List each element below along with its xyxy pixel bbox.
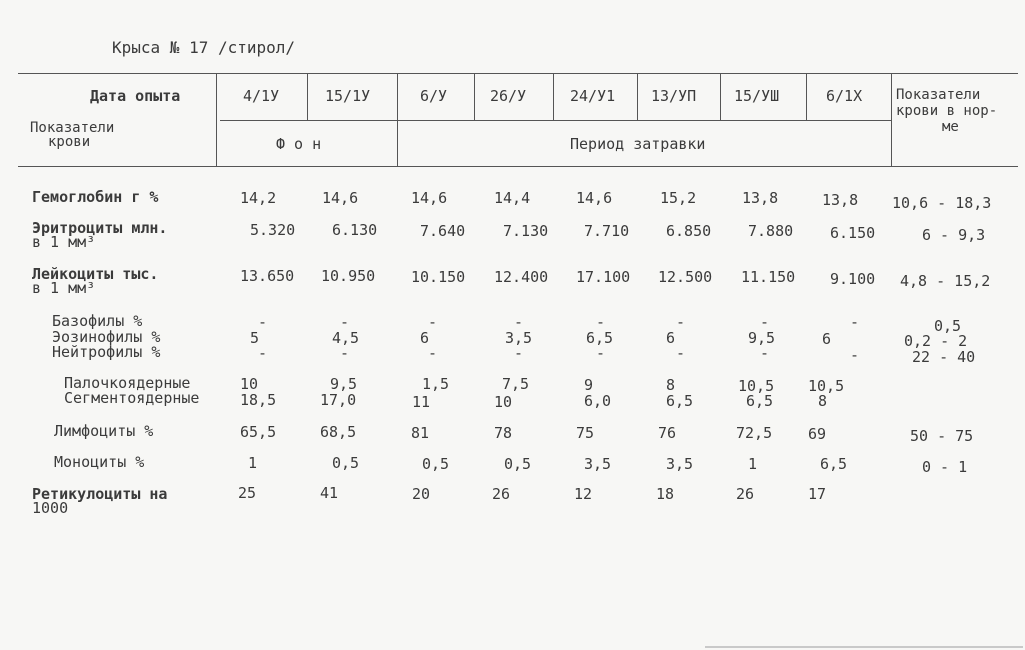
- value-cell: 17.100: [576, 268, 631, 286]
- value-cell: 6.150: [830, 224, 876, 242]
- value-cell: 8: [818, 392, 828, 410]
- value-cell: 10.950: [321, 267, 376, 285]
- value-cell: 9,5: [330, 375, 358, 393]
- date-header: Дата опыта: [90, 87, 181, 105]
- value-cell: 1: [748, 455, 758, 473]
- value-cell: 12.400: [494, 268, 549, 286]
- col-separator: [216, 74, 217, 166]
- value-cell: 8: [666, 376, 676, 394]
- norm-cell: 0,2 - 2: [904, 332, 968, 350]
- value-cell: 78: [494, 424, 513, 442]
- phase-background-label: Ф о н: [276, 135, 322, 153]
- value-cell: 26: [736, 485, 755, 503]
- value-cell: 11.150: [741, 268, 796, 286]
- value-cell: -: [340, 313, 350, 331]
- document-title: Крыса № 17 /стирол/: [112, 38, 296, 57]
- col-separator: [307, 74, 308, 120]
- row-label-eosinophils: Эозинофилы %: [52, 328, 161, 346]
- value-cell: 6,0: [584, 392, 612, 410]
- value-cell: 9,5: [748, 329, 776, 347]
- row-label-erythrocytes-unit: в 1 мм³: [32, 233, 96, 251]
- value-cell: 69: [808, 425, 827, 443]
- value-cell: 41: [320, 484, 339, 502]
- row-label-reticulocytes: Ретикулоциты на: [32, 485, 168, 503]
- value-cell: 5: [250, 329, 260, 347]
- value-cell: 14,6: [322, 189, 359, 207]
- value-cell: 6,5: [586, 329, 614, 347]
- col-separator: [806, 74, 807, 120]
- value-cell: -: [850, 346, 860, 364]
- value-cell: -: [596, 344, 606, 362]
- value-cell: -: [514, 313, 524, 331]
- value-cell: 17: [808, 485, 827, 503]
- header-divider-rule: [220, 120, 892, 121]
- row-label-neutrophils: Нейтрофилы %: [52, 343, 161, 361]
- norm-cell: 6 - 9,3: [922, 226, 986, 244]
- value-cell: -: [340, 344, 350, 362]
- norm-cell: 10,6 - 18,3: [892, 194, 992, 212]
- value-cell: 7.130: [503, 222, 549, 240]
- row-label-leukocytes: Лейкоциты тыс.: [32, 265, 159, 283]
- value-cell: -: [760, 313, 770, 331]
- norm-cell: 50 - 75: [910, 427, 974, 445]
- value-cell: 4,5: [332, 329, 360, 347]
- indicators-header: крови: [48, 134, 91, 150]
- phase-priming-label: Период затравки: [570, 135, 706, 153]
- value-cell: 13.650: [240, 267, 295, 285]
- value-cell: 81: [411, 424, 430, 442]
- value-cell: 15,2: [660, 189, 697, 207]
- value-cell: 14,4: [494, 189, 531, 207]
- value-cell: 3,5: [584, 455, 612, 473]
- date-cell: 6/1Х: [826, 87, 863, 105]
- value-cell: 7.880: [748, 222, 794, 240]
- norm-cell: 22 - 40: [912, 348, 976, 366]
- row-label-basophils: Базофилы %: [52, 312, 143, 330]
- norm-cell: 4,8 - 15,2: [900, 272, 991, 290]
- value-cell: 0,5: [332, 454, 360, 472]
- value-cell: -: [514, 344, 524, 362]
- date-cell: 13/УП: [651, 87, 697, 105]
- norm-header: Показатели: [896, 87, 981, 103]
- norm-cell: 0,5: [934, 317, 962, 335]
- row-label-reticulocytes-unit: 1000: [32, 499, 69, 517]
- value-cell: 14,6: [576, 189, 613, 207]
- col-separator: [891, 74, 892, 166]
- value-cell: 3,5: [666, 455, 694, 473]
- value-cell: 9.100: [830, 270, 876, 288]
- value-cell: 5.320: [250, 221, 296, 239]
- value-cell: -: [428, 344, 438, 362]
- indicators-header: Показатели: [30, 120, 115, 136]
- date-cell: 4/1У: [243, 87, 280, 105]
- value-cell: -: [676, 313, 686, 331]
- value-cell: 25: [238, 484, 257, 502]
- value-cell: -: [676, 344, 686, 362]
- value-cell: 6,5: [746, 392, 774, 410]
- value-cell: 20: [412, 485, 431, 503]
- col-separator: [397, 74, 398, 166]
- value-cell: 1: [248, 454, 258, 472]
- date-cell: 6/У: [420, 87, 448, 105]
- value-cell: 6.130: [332, 221, 378, 239]
- row-label-band: Палочкоядерные: [64, 374, 191, 392]
- value-cell: 10: [240, 375, 259, 393]
- value-cell: 10: [494, 393, 513, 411]
- value-cell: -: [760, 344, 770, 362]
- col-separator: [474, 74, 475, 120]
- value-cell: 18: [656, 485, 675, 503]
- value-cell: 65,5: [240, 423, 277, 441]
- value-cell: 9: [584, 376, 594, 394]
- value-cell: 17,0: [320, 391, 357, 409]
- value-cell: 7.640: [420, 222, 466, 240]
- row-label-erythrocytes: Эритроциты млн.: [32, 219, 168, 237]
- value-cell: 7,5: [502, 375, 530, 393]
- value-cell: 76: [658, 424, 677, 442]
- value-cell: 10.150: [411, 268, 466, 286]
- value-cell: 0,5: [422, 455, 450, 473]
- value-cell: 1,5: [422, 375, 450, 393]
- value-cell: 11: [412, 393, 431, 411]
- value-cell: 6,5: [666, 392, 694, 410]
- value-cell: 68,5: [320, 423, 357, 441]
- row-label-hemoglobin: Гемоглобин г %: [32, 188, 159, 206]
- date-cell: 15/1У: [325, 87, 371, 105]
- value-cell: 13,8: [822, 191, 859, 209]
- value-cell: -: [596, 313, 606, 331]
- col-separator: [637, 74, 638, 120]
- value-cell: -: [258, 344, 268, 362]
- value-cell: 10,5: [808, 377, 845, 395]
- row-label-leukocytes-unit: в 1 мм³: [32, 279, 96, 297]
- value-cell: 14,6: [411, 189, 448, 207]
- value-cell: -: [258, 313, 268, 331]
- value-cell: 12.500: [658, 268, 713, 286]
- value-cell: 10,5: [738, 377, 775, 395]
- col-separator: [553, 74, 554, 120]
- value-cell: 6: [822, 330, 832, 348]
- row-label-segmented: Сегментоядерные: [64, 389, 200, 407]
- value-cell: 0,5: [504, 455, 532, 473]
- date-cell: 24/У1: [570, 87, 616, 105]
- value-cell: 13,8: [742, 189, 779, 207]
- header-bottom-rule: [18, 166, 1018, 167]
- scan-artifact-line: [705, 646, 1023, 648]
- value-cell: 6,5: [820, 455, 848, 473]
- value-cell: -: [850, 313, 860, 331]
- norm-header: крови в нор-: [896, 103, 998, 119]
- value-cell: -: [428, 313, 438, 331]
- value-cell: 6: [420, 329, 430, 347]
- value-cell: 14,2: [240, 189, 277, 207]
- date-cell: 26/У: [490, 87, 527, 105]
- value-cell: 6.850: [666, 222, 712, 240]
- table-top-rule: [18, 73, 1018, 74]
- value-cell: 3,5: [505, 329, 533, 347]
- col-separator: [720, 74, 721, 120]
- value-cell: 72,5: [736, 424, 773, 442]
- norm-cell: 0 - 1: [922, 458, 968, 476]
- value-cell: 6: [666, 329, 676, 347]
- date-cell: 15/УШ: [734, 87, 780, 105]
- row-label-monocytes: Моноциты %: [54, 453, 145, 471]
- row-label-lymphocytes: Лимфоциты %: [54, 422, 154, 440]
- value-cell: 12: [574, 485, 593, 503]
- norm-header: ме: [942, 119, 959, 135]
- value-cell: 7.710: [584, 222, 630, 240]
- value-cell: 18,5: [240, 391, 277, 409]
- value-cell: 75: [576, 424, 595, 442]
- value-cell: 26: [492, 485, 511, 503]
